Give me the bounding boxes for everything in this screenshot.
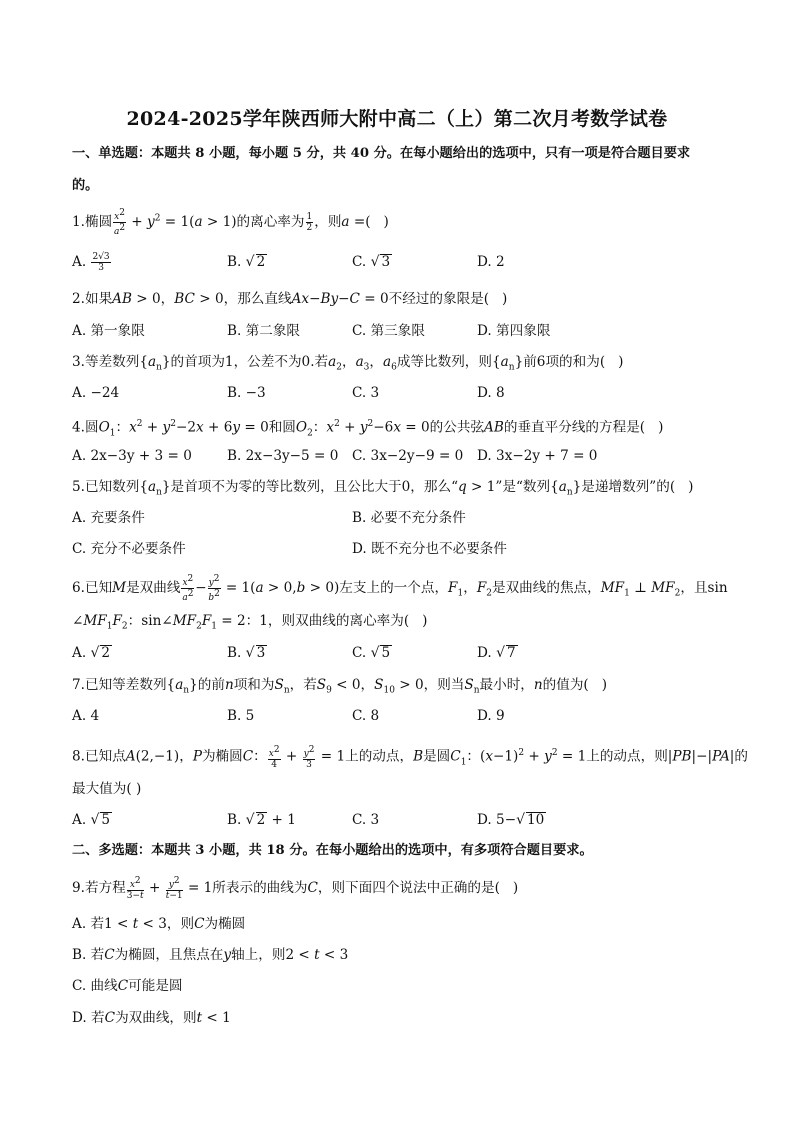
- option-d: D. 5−√ 10: [477, 812, 545, 828]
- option-c: C. 3x−2y−9 = 0: [352, 448, 464, 464]
- question-8-stem-line1: 8.已知点A(2,−1)，P为椭圆C： $\frac{x^2}{4}$ + $\frac{y^2}{3}$ = 1上的动点，B是圆$C_1$：$(x-1)^2 + y^2 = 1$上的动点，则|PB|−|PA|的: [72, 744, 748, 770]
- section1-heading-line1: 一、单选题：本题共 8 小题，每小题 5 分，共 40 分。在每小题给出的选项中，只有一项是符合题目要求: [72, 146, 691, 161]
- option-a: A. √ 5: [72, 812, 111, 828]
- question-4-stem: 4.圆$O_1$：$x^2 + y^2-2x + 6y = 0$和圆$O_2$：$x^2 + y^2-6x = 0$的公共弦AB的垂直平分线的方程是( ): [72, 419, 664, 439]
- option-c: C. 3: [352, 385, 380, 401]
- option-b: B. 必要不充分条件: [352, 510, 466, 526]
- question-9-stem: 9.若方程 $\frac{x^2}{3-t}$ + $\frac{y^2}{t-1}$ = 1所表示的曲线为C，则下面四个说法中正确的是( ): [72, 876, 519, 901]
- question-6-stem-line2: $\angle MF_1F_2$：$\sin\angle MF_2F_1 = 2$：1，则双曲线的离心率为( ): [72, 613, 428, 632]
- question-2-stem: 2.如果AB > 0，BC > 0，那么直线Ax−By−C = 0不经过的象限是( ): [72, 291, 508, 307]
- question-5-stem: 5.已知数列$\{a_n\}$是首项不为零的等比数列，且公比大于0，那么“q > 1”是“数列$\{a_n\}$是递增数列”的( ): [72, 479, 694, 498]
- question-9-option-a: A. 若1 < t < 3，则C为椭圆: [72, 916, 246, 932]
- option-b: B. √ 3: [227, 645, 266, 661]
- page-title: 2024-2025学年陕西师大附中高二（上）第二次月考数学试卷: [126, 108, 668, 130]
- option-b: B. √ 2: [227, 254, 266, 270]
- option-b: B. 5: [227, 708, 255, 724]
- option-a: A. 充要条件: [72, 510, 145, 526]
- option-a: A. √ 2: [72, 645, 111, 661]
- option-b: B. 2x−3y−5 = 0: [227, 448, 339, 464]
- question-6-stem-line1: 6.已知M是双曲线 $\frac{x^2}{a^2}$ − $\frac{y^2}{b^2}$ = 1(a > 0,b > 0)左支上的一个点，$F_1$，$F_2$是双曲线的焦点，$MF_1$ ⊥ $MF_2$，且sin: [72, 574, 728, 603]
- option-c: C. 3: [352, 812, 380, 828]
- option-a: A. 第一象限: [72, 323, 145, 339]
- option-c: C. 8: [352, 708, 380, 724]
- option-c: C. √ 5: [352, 645, 391, 661]
- option-b: B. √ 2 + 1: [227, 812, 296, 828]
- question-9-option-d: D. 若C为双曲线，则t < 1: [72, 1010, 231, 1026]
- option-a: A. $\frac{2√3}{3}$: [72, 252, 110, 273]
- question-7-stem: 7.已知等差数列$\{a_n\}$的前n项和为$S_n$，若$S_9 < 0$，$S_{10} > 0$，则当$S_n$最小时，n的值为( ): [72, 677, 608, 696]
- section1-heading-line2: 的。: [72, 178, 99, 193]
- option-d: D. √ 7: [477, 645, 516, 661]
- option-d: D. 3x−2y + 7 = 0: [477, 448, 598, 464]
- question-9-option-c: C. 曲线C可能是圆: [72, 978, 183, 994]
- option-a: A. 4: [72, 708, 100, 724]
- option-c: C. 第三象限: [352, 323, 425, 339]
- option-d: D. 既不充分也不必要条件: [352, 541, 507, 557]
- option-d: D. 2: [477, 254, 505, 270]
- option-d: D. 9: [477, 708, 505, 724]
- option-c: C. 充分不必要条件: [72, 541, 186, 557]
- question-1-stem: 1.椭圆 $\frac{x^2}{a^2}$ + $y^2 = 1(a > 1)$的离心率为 $\frac{1}{2}$ ，则a =( ): [72, 208, 389, 237]
- option-a: A. −24: [72, 385, 120, 401]
- section2-heading: 二、多选题：本题共 3 小题，共 18 分。在每小题给出的选项中，有多项符合题目要求。: [72, 843, 593, 858]
- option-d: D. 第四象限: [477, 323, 551, 339]
- question-8-stem-line2: 最大值为( ): [72, 781, 142, 797]
- option-b: B. −3: [227, 385, 266, 401]
- option-c: C. √ 3: [352, 254, 391, 270]
- option-a: A. 2x−3y + 3 = 0: [72, 448, 192, 464]
- question-3-stem: 3.等差数列$\{a_n\}$的首项为1，公差不为0.若$a_2$，$a_3$，$a_6$成等比数列，则$\{a_n\}$前6项的和为( ): [72, 354, 624, 373]
- option-b: B. 第二象限: [227, 323, 301, 339]
- option-d: D. 8: [477, 385, 505, 401]
- question-9-option-b: B. 若C为椭圆，且焦点在y轴上，则2 < t < 3: [72, 947, 349, 963]
